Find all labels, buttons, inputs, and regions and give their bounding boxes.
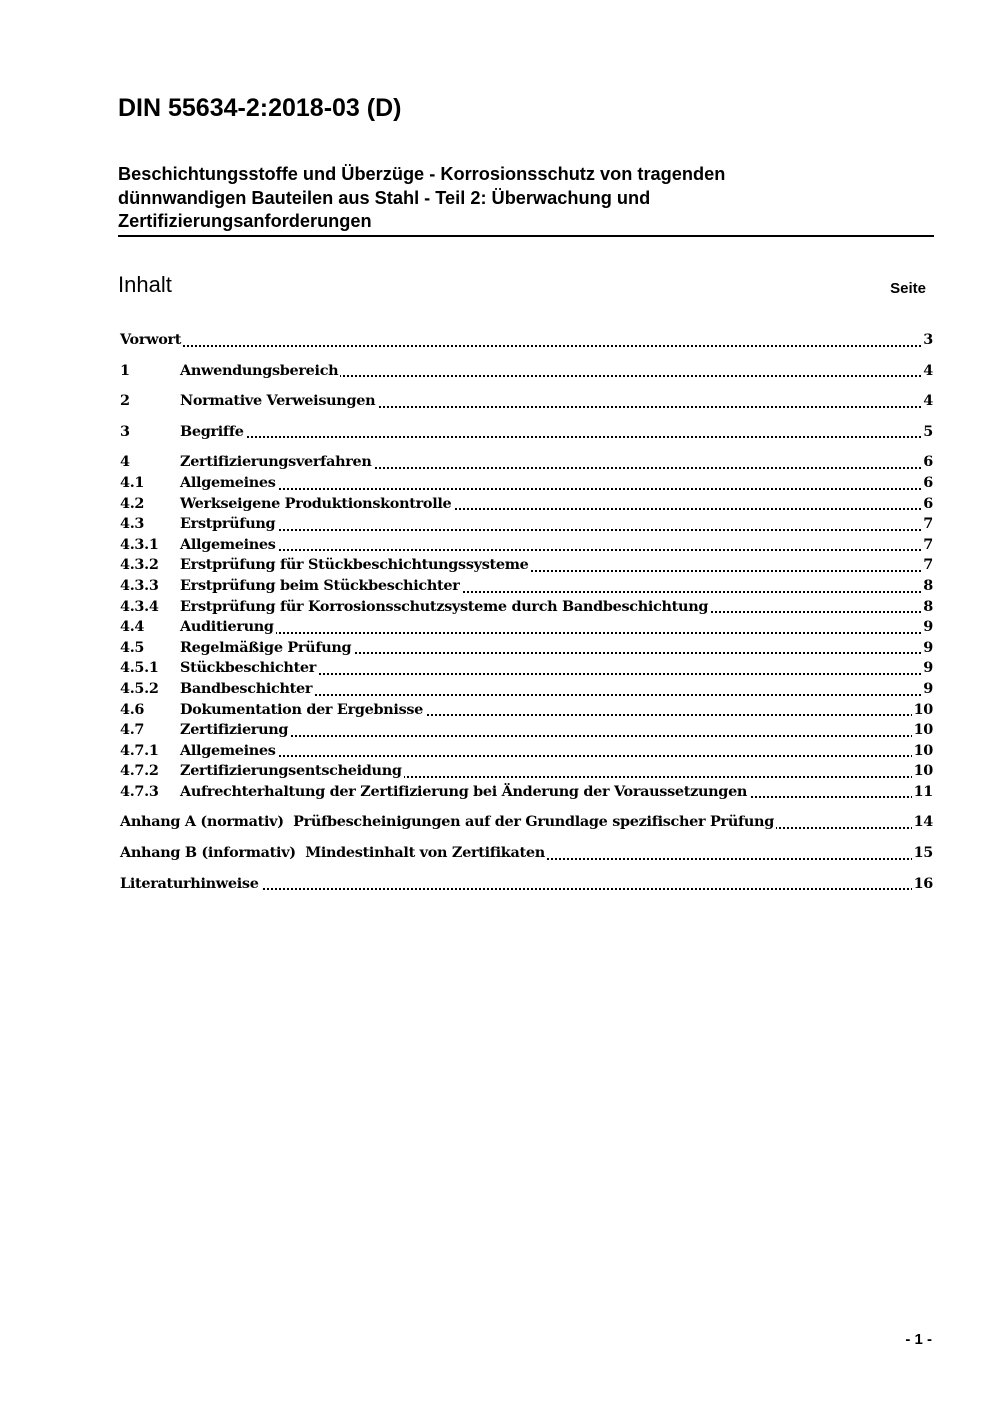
toc-entry-title: Zertifizierung [180, 720, 290, 741]
toc-entry[interactable] [120, 812, 933, 833]
document-title-line: Beschichtungsstoffe und Überzüge - Korrosionsschutz von tragenden [118, 164, 726, 184]
toc-entry-title: Bandbeschichter [180, 679, 314, 700]
toc-entry-number: 3 [120, 422, 180, 443]
toc-entry-number: 4.5.1 [120, 658, 180, 679]
document-title [118, 163, 934, 237]
toc-entry-title: Erstprüfung beim Stückbeschichter [180, 576, 461, 597]
toc-entry-number: 2 [120, 391, 180, 412]
toc-entry[interactable] [120, 658, 933, 679]
toc-entry[interactable] [120, 761, 933, 782]
toc-entry-page: 16 [912, 874, 933, 895]
toc-entry[interactable] [120, 555, 933, 576]
toc-entry-number: 4.3.4 [120, 597, 180, 618]
toc-entry[interactable] [120, 330, 933, 351]
toc-entry-title: Aufrechterhaltung der Zertifizierung bei Änderung der Voraussetzungen [180, 782, 749, 803]
toc-entry-number: 4.5.2 [120, 679, 180, 700]
toc-entry-page: 11 [912, 782, 933, 803]
toc-entry-number: 4.1 [120, 473, 180, 494]
toc-entry-number: 4.3.3 [120, 576, 180, 597]
toc-entry[interactable] [120, 741, 933, 762]
toc-entry[interactable] [120, 514, 933, 535]
toc-entry-title: Stückbeschichter [180, 658, 318, 679]
toc-entry-page: 4 [921, 361, 933, 382]
toc-entry[interactable] [120, 700, 933, 721]
toc-entry-title: Werkseigene Produktionskontrolle [180, 494, 453, 515]
toc-entry[interactable] [120, 843, 933, 864]
toc-entry-title: Auditierung [180, 617, 276, 638]
toc-entry-page: 9 [921, 658, 933, 679]
toc-entry[interactable] [120, 535, 933, 556]
document-title-line: dünnwandigen Bauteilen aus Stahl - Teil 2: Überwachung und [118, 187, 651, 208]
toc-entry[interactable] [120, 452, 933, 473]
toc-entry[interactable] [120, 782, 933, 803]
toc-entry-title: Vorwort [120, 330, 183, 351]
toc-entry-title: Allgemeines [180, 741, 278, 762]
toc-entry-page: 14 [912, 812, 933, 833]
toc-entry-title: Begriffe [180, 422, 246, 443]
toc-entry-page: 6 [921, 473, 933, 494]
toc-entry-number: 4.4 [120, 617, 180, 638]
toc-entry-page: 9 [921, 638, 933, 659]
toc-entry[interactable] [120, 391, 933, 412]
toc-entry-number: 4.7 [120, 720, 180, 741]
toc-entry-page: 10 [912, 741, 933, 762]
toc-entry-title: Zertifizierungsverfahren [180, 452, 374, 473]
document-number: DIN 55634-2:2018-03 (D) [118, 94, 402, 122]
toc-entry-page: 8 [921, 597, 933, 618]
page-number: - 1 - [905, 1331, 932, 1348]
toc-entry-title: Regelmäßige Prüfung [180, 638, 353, 659]
toc-entry[interactable] [120, 494, 933, 515]
toc-entry-number: 4.3.2 [120, 555, 180, 576]
toc-entry-number: 4.3 [120, 514, 180, 535]
toc-entry-number: 4.6 [120, 700, 180, 721]
toc-entry-page: 5 [921, 422, 933, 443]
toc-entry[interactable] [120, 422, 933, 443]
toc-entry-number: 4.2 [120, 494, 180, 515]
toc-entry-title: Erstprüfung [180, 514, 277, 535]
toc-entry-page: 7 [921, 535, 933, 556]
toc-entry[interactable] [120, 473, 933, 494]
toc-entry-page: 9 [921, 679, 933, 700]
toc-entry-page: 4 [921, 391, 933, 412]
toc-entry-title: Anhang A (normativ) Prüfbescheinigungen auf der Grundlage spezifischer Prüfung [120, 812, 776, 833]
toc-entry-number: 4 [120, 452, 180, 473]
toc-entry-page: 10 [912, 700, 933, 721]
toc-entry-title: Literaturhinweise [120, 874, 261, 895]
toc-entry-title: Erstprüfung für Stückbeschichtungssysteme [180, 555, 531, 576]
toc-entry-page: 7 [921, 555, 933, 576]
toc-entry[interactable] [120, 679, 933, 700]
document-title-line: Zertifizierungsanforderungen [118, 211, 372, 231]
toc-entry-number: 4.3.1 [120, 535, 180, 556]
toc-entry[interactable] [120, 617, 933, 638]
toc-entry-page: 9 [921, 617, 933, 638]
toc-entry-title: Dokumentation der Ergebnisse [180, 700, 425, 721]
toc-entry-title: Erstprüfung für Korrosionsschutzsysteme durch Bandbeschichtung [180, 597, 710, 618]
toc-entry-page: 6 [921, 494, 933, 515]
toc-entry-title: Anwendungsbereich [180, 361, 340, 382]
toc-entry-page: 15 [912, 843, 933, 864]
toc-entry[interactable] [120, 361, 933, 382]
toc-heading: Inhalt [118, 272, 172, 297]
toc-entry[interactable] [120, 638, 933, 659]
toc-entry-page: 7 [921, 514, 933, 535]
toc-entry-page: 10 [912, 720, 933, 741]
toc-entry-number: 4.7.3 [120, 782, 180, 803]
toc-entry-title: Allgemeines [180, 535, 278, 556]
toc-entry-number: 1 [120, 361, 180, 382]
toc-entry-page: 3 [921, 330, 933, 351]
toc-entry-number: 4.7.2 [120, 761, 180, 782]
toc-entry-page: 10 [912, 761, 933, 782]
toc-entry-title: Allgemeines [180, 473, 278, 494]
toc-entry-page: 8 [921, 576, 933, 597]
toc-entry-number: 4.5 [120, 638, 180, 659]
toc-entry[interactable] [120, 597, 933, 618]
toc-entry[interactable] [120, 874, 933, 895]
toc-entry-title: Normative Verweisungen [180, 391, 377, 412]
toc-entry-title: Zertifizierungsentscheidung [180, 761, 404, 782]
toc-entry-title: Anhang B (informativ) Mindestinhalt von Zertifikaten [120, 843, 547, 864]
toc-entry[interactable] [120, 720, 933, 741]
toc-entry-number: 4.7.1 [120, 741, 180, 762]
table-of-contents [120, 330, 933, 894]
toc-entry[interactable] [120, 576, 933, 597]
toc-page-column-label: Seite [890, 280, 926, 297]
toc-entry-page: 6 [921, 452, 933, 473]
